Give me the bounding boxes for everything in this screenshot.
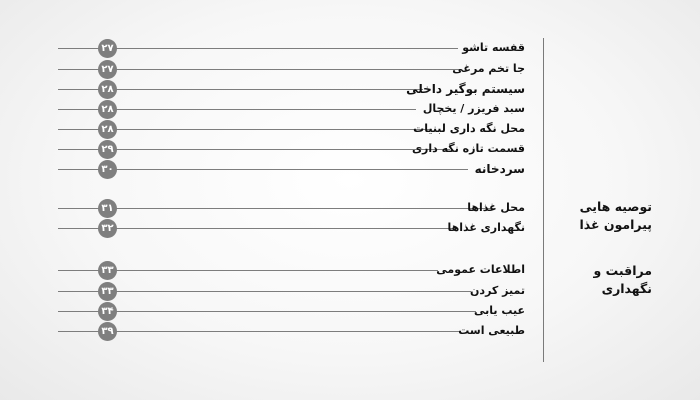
leader-line xyxy=(58,331,460,332)
leader-line xyxy=(58,208,495,209)
toc-entry[interactable] xyxy=(0,99,530,119)
toc-entry[interactable] xyxy=(0,59,530,79)
leader-line xyxy=(58,69,460,70)
page-number-badge: ۳۳ xyxy=(98,261,117,280)
toc-entry-label: طبیعی است xyxy=(458,324,525,337)
page-number-badge: ۳۲ xyxy=(98,219,117,238)
toc-entry-label: اطلاعات عمومی xyxy=(436,263,525,276)
toc-entry[interactable] xyxy=(0,321,530,341)
page-number-badge: ۳۰ xyxy=(98,160,117,179)
page-number-badge: ۳۱ xyxy=(98,199,117,218)
page-number-badge: ۲۸ xyxy=(98,100,117,119)
page-number-badge: ۲۷ xyxy=(98,39,117,58)
leader-line xyxy=(58,169,468,170)
leader-line xyxy=(58,311,476,312)
toc-entry-label: سردخانه xyxy=(474,162,525,176)
page-number-badge: ۳۹ xyxy=(98,322,117,341)
toc-entry[interactable] xyxy=(0,198,530,218)
section-title-food-tips: توصیه هایی پیرامون غذا xyxy=(579,199,652,232)
toc-entry[interactable] xyxy=(0,260,530,280)
page-number-badge: ۲۸ xyxy=(98,80,117,99)
page-number-badge: ۳۳ xyxy=(98,282,117,301)
toc-entry-label: محل نگه داری لبنیات xyxy=(413,122,525,135)
toc-entry-label: قفسه تاشو xyxy=(462,41,525,54)
toc-entry-label: قسمت تازه نگه داری xyxy=(411,142,525,155)
page-number-badge: ۲۸ xyxy=(98,120,117,139)
toc-entry[interactable] xyxy=(0,119,530,139)
leader-line xyxy=(58,291,471,292)
toc-entry[interactable] xyxy=(0,159,530,179)
leader-line xyxy=(58,48,458,49)
toc-entry-label: جا تخم مرغی xyxy=(452,62,525,75)
toc-entry[interactable] xyxy=(0,218,530,238)
toc-entry[interactable] xyxy=(0,281,530,301)
page-number-badge: ۲۹ xyxy=(98,140,117,159)
toc-entry[interactable] xyxy=(0,139,530,159)
toc-entry-label: عیب یابی xyxy=(474,304,525,317)
leader-line xyxy=(58,228,458,229)
section-title-care: مراقبت و نگهداری xyxy=(593,263,652,296)
page-number-badge: ۲۷ xyxy=(98,60,117,79)
toc-entry[interactable] xyxy=(0,38,530,58)
page-number-badge: ۳۴ xyxy=(98,302,117,321)
toc-entry-label: نگهداری غذاها xyxy=(447,221,525,234)
toc-entry[interactable] xyxy=(0,79,530,99)
toc-entry[interactable] xyxy=(0,301,530,321)
toc-entry-label: تمیز کردن xyxy=(470,284,525,297)
vertical-divider xyxy=(543,38,544,362)
toc-entry-label: محل غذاها xyxy=(467,201,525,214)
toc-entry-label: سبد فریزر / یخچال xyxy=(422,102,525,115)
toc-entry-label: سیستم بوگیر داخلی xyxy=(406,82,525,96)
